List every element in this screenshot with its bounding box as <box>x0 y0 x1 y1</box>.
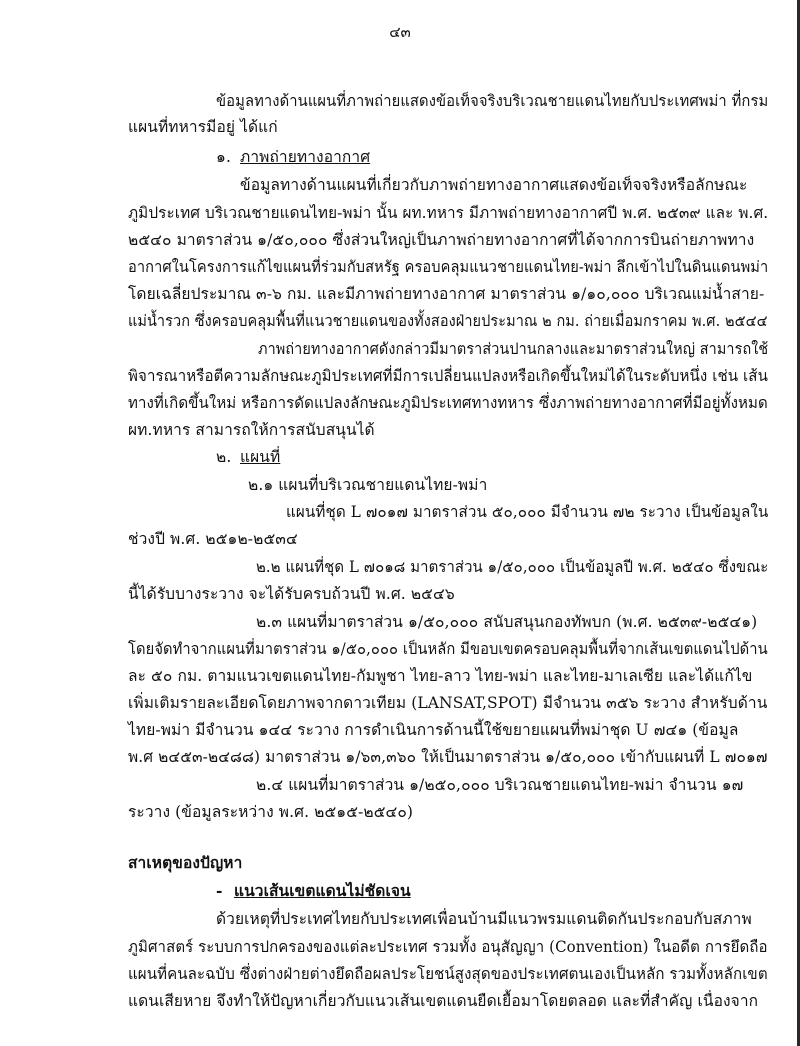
section1-para1-line: แม่น้ำรวก ซึ่งครอบคลุมพื้นที่แนวชายแดนของทั้งสองฝ่ายประมาณ ๒ กม. ถ่ายเมื่อมกราคม พ.ศ. ๒๕๔๔ <box>128 312 768 330</box>
intro-line: แผนที่ทหารมีอยู่ ได้แก่ <box>128 118 278 136</box>
section1-para1-line: ข้อมูลทางด้านแผนที่เกี่ยวกับภาพถ่ายทางอากาศแสดงข้อเท็จจริงหรือลักษณะ <box>240 176 748 194</box>
item-2-3-line: ละ ๕๐ กม. ตามแนวเขตแดนไทย-กัมพูชา ไทย-ลาว ไทย-พม่า และไทย-มาเลเซีย และได้แก้ไข <box>128 667 753 685</box>
causes-para-line: ภูมิศาสตร์ ระบบการปกครองของแต่ละประเทศ รวมทั้ง อนุสัญญา (Convention) ในอดีต การยึดถือ <box>128 938 768 956</box>
section1-para1-line: อากาศในโครงการแก้ไขแผนที่ร่วมกับสหรัฐ ครอบคลุมแนวชายแดนไทย-พม่า ลึกเข้าไปในดินแดนพม่า <box>128 258 769 276</box>
item-2-2-line: ๒.๒ แผนที่ชุด L ๗๐๑๘ มาตราส่วน ๑/๕๐,๐๐๐ เป็นข้อมูลปี พ.ศ. ๒๕๔๐ ซึ่งขณะ <box>256 558 769 576</box>
item-2-1-title: ๒.๑ แผนที่บริเวณชายแดนไทย-พม่า <box>248 476 488 494</box>
item-2-3-line: ๒.๓ แผนที่มาตราส่วน ๑/๕๐,๐๐๐ สนับสนุนกองทัพบก (พ.ศ. ๒๕๓๙-๒๕๔๑) <box>256 613 758 631</box>
section1-heading: ภาพถ่ายทางอากาศ <box>240 148 371 166</box>
section1-para1-line: ๒๕๔๐ มาตราส่วน ๑/๕๐,๐๐๐ ซึ่งส่วนใหญ่เป็นภาพถ่ายทางอากาศที่ได้จากการบินถ่ายภาพทาง <box>128 231 755 249</box>
intro-line: ข้อมูลทางด้านแผนที่ภาพถ่ายแสดงข้อเท็จจริงบริเวณชายแดนไทยกับประเทศพม่า ที่กรม <box>216 92 769 110</box>
item-2-3-line: โดยจัดทำจากแผนที่มาตราส่วน ๑/๕๐,๐๐๐ เป็นหลัก มีขอบเขตครอบคลุมพื้นที่จากเส้นเขตแดนไปด้าน <box>128 640 768 658</box>
causes-para-line: แผนที่คนละฉบับ ซึ่งต่างฝ่ายต่างยึดถือผลประโยชน์สูงสุดของประเทศตนเองเป็นหลัก รวมทั้งหลักเขต <box>128 965 768 983</box>
section1-number: ๑. <box>216 148 231 166</box>
section1-para2-line: ภาพถ่ายทางอากาศดังกล่าวมีมาตราส่วนปานกลางและมาตราส่วนใหญ่ สามารถใช้ <box>258 340 769 358</box>
section1-para1-line: โดยเฉลี่ยประมาณ ๓-๖ กม. และมีภาพถ่ายทางอากาศ มาตราส่วน ๑/๑๐,๐๐๐ บริเวณแม่น้ำสาย- <box>128 285 765 303</box>
causes-para-line: แดนเสียหาย จึงทำให้ปัญหาเกี่ยวกับแนวเส้นเขตแดนยืดเยื้อมาโดยตลอด และที่สำคัญ เนื่องจาก <box>128 992 759 1010</box>
item-2-1-line: ช่วงปี พ.ศ. ๒๕๑๒-๒๕๓๔ <box>128 530 298 548</box>
item-2-3-line: พ.ศ ๒๔๕๓-๒๔๘๘) มาตราส่วน ๑/๖๓,๓๖๐ ให้เป็นมาตราส่วน ๑/๕๐,๐๐๐ เข้ากับแผนที่ L ๗๐๑๗ <box>128 748 768 766</box>
section1-para2-line: พิจารณาหรือตีความลักษณะภูมิประเทศที่มีการเปลี่ยนแปลงหรือเกิดขึ้นใหม่ได้ในระดับหนึ่ง เช่น เส้น <box>128 367 768 385</box>
section1-para2-line: ผท.ทหาร สามารถให้การสนับสนุนได้ <box>128 421 375 439</box>
item-2-2-line: นี้ได้รับบางระวาง จะได้รับครบถ้วนปี พ.ศ. ๒๕๔๖ <box>128 585 455 603</box>
item-2-3-line: เพิ่มเติมรายละเอียดโดยภาพจากดาวเทียม (LANSAT,SPOT) มีจำนวน ๓๕๖ ระวาง สำหรับด้าน <box>128 694 768 712</box>
section1-para2-line: ทางที่เกิดขึ้นใหม่ หรือการดัดแปลงลักษณะภูมิประเทศทางทหาร ซึ่งภาพถ่ายทางอากาศที่มีอยู่ทั้งหมด <box>128 394 768 412</box>
causes-heading: สาเหตุของปัญหา <box>128 853 243 872</box>
section2-number: ๒. <box>216 448 232 466</box>
section1-para1-line: ภูมิประเทศ บริเวณชายแดนไทย-พม่า นั้น ผท.ทหาร มีภาพถ่ายทางอากาศปี พ.ศ. ๒๕๓๙ และ พ.ศ. <box>128 204 769 222</box>
page-number: ๔๓ <box>389 23 411 41</box>
section2-heading: แผนที่ <box>240 448 281 466</box>
item-2-3-line: ไทย-พม่า มีจำนวน ๑๔๔ ระวาง การดำเนินการด้านนี้ใช้ขยายแผนที่พม่าชุด U ๗๔๑ (ข้อมูล <box>128 721 739 739</box>
causes-subheading: แนวเส้นเขตแดนไม่ชัดเจน <box>234 881 411 900</box>
causes-bullet: - <box>216 881 223 900</box>
causes-para-line: ด้วยเหตุที่ประเทศไทยกับประเทศเพื่อนบ้านมีแนวพรมแดนติดกันประกอบกับสภาพ <box>216 910 752 928</box>
item-2-4-line: ๒.๔ แผนที่มาตราส่วน ๑/๒๕๐,๐๐๐ บริเวณชายแดนไทย-พม่า จำนวน ๑๗ <box>256 776 744 794</box>
item-2-1-line: แผนที่ชุด L ๗๐๑๗ มาตราส่วน ๕๐,๐๐๐ มีจำนวน ๗๒ ระวาง เป็นข้อมูลใน <box>286 503 769 521</box>
item-2-4-line: ระวาง (ข้อมูลระหว่าง พ.ศ. ๒๕๑๕-๒๕๔๐) <box>128 803 414 821</box>
